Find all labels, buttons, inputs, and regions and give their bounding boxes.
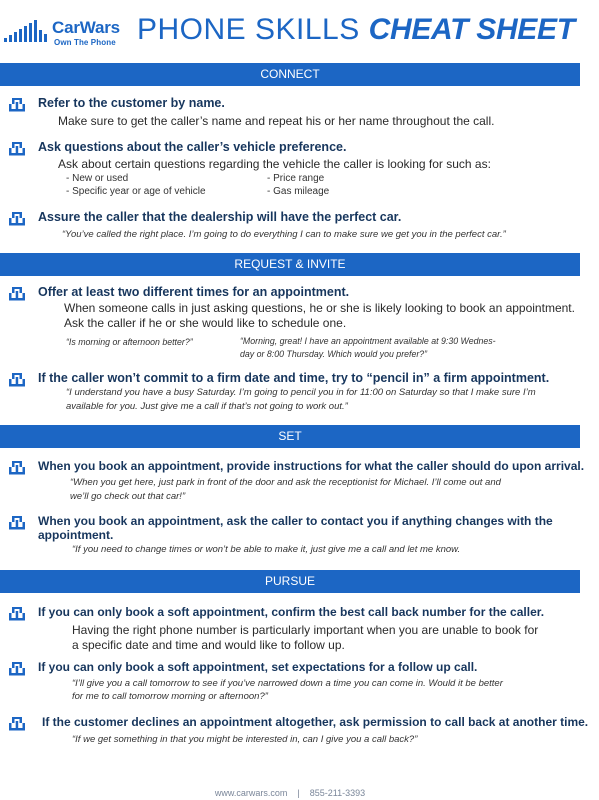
section-band-connect: CONNECT bbox=[0, 63, 580, 86]
tip-quote: “If you need to change times or won’t be able to make it, just give me a call and let me know. bbox=[72, 544, 461, 555]
list-item: - Price range bbox=[267, 173, 325, 184]
tip-quote: “Is morning or afternoon better?” bbox=[66, 337, 193, 347]
brand-name: CarWars bbox=[52, 18, 120, 37]
tip-quote: “When you get here, just park in front of the door and ask the receptionist for Michael. I’ll come out and bbox=[70, 477, 501, 488]
tip-body: Make sure to get the caller’s name and repeat his or her name throughout the call. bbox=[58, 114, 495, 128]
tip-body: Ask the caller if he or she would like to schedule one. bbox=[64, 316, 347, 330]
section-band-request-invite: REQUEST & INVITE bbox=[0, 253, 580, 276]
carwars-bullet-icon bbox=[8, 605, 26, 621]
tip-quote: we’ll go check out that car!” bbox=[70, 491, 186, 502]
footer-website[interactable]: www.carwars.com bbox=[214, 788, 288, 798]
tip-heading: Offer at least two different times for an appointment. bbox=[38, 285, 350, 299]
carwars-bullet-icon bbox=[8, 459, 26, 475]
list-item: - Specific year or age of vehicle bbox=[66, 186, 206, 197]
tip-quote: “I understand you have a busy Saturday. I’m going to pencil you in for 11:00 on Saturday so that I make sure I’m bbox=[66, 387, 536, 398]
tip-quote: “Morning, great! I have an appointment available at 9:30 Wednes- bbox=[240, 336, 496, 346]
brand-tagline: Own The Phone bbox=[54, 38, 116, 47]
list-item: - Gas mileage bbox=[267, 186, 330, 197]
tip-heading: If you can only book a soft appointment, set expectations for a follow up call. bbox=[38, 660, 478, 674]
carwars-bullet-icon bbox=[8, 660, 26, 676]
tip-quote: “I’ll give you a call tomorrow to see if you’ve narrowed down a time you can come in. Would it be better bbox=[72, 678, 503, 689]
carwars-bullet-icon bbox=[8, 140, 26, 156]
tip-heading: When you book an appointment, provide instructions for what the caller should do upon arrival. bbox=[38, 459, 585, 473]
tip-quote: day or 8:00 Thursday. Which would you prefer?” bbox=[240, 349, 428, 359]
page-footer bbox=[0, 788, 580, 798]
tip-body: Having the right phone number is particularly important when you are unable to book for bbox=[72, 623, 539, 637]
tip-body: When someone calls in just asking questions, he or she is likely looking to book an appointment. bbox=[64, 301, 575, 315]
carwars-bullet-icon bbox=[8, 371, 26, 387]
tip-heading: Ask questions about the caller’s vehicle preference. bbox=[38, 140, 347, 154]
tip-quote: “You’ve called the right place. I’m going to do everything I can to make sure we get you in the perfect car.” bbox=[62, 229, 506, 240]
page-title-light: PHONE SKILLS bbox=[137, 13, 369, 46]
carwars-bullet-icon bbox=[8, 285, 26, 301]
tip-heading: Refer to the customer by name. bbox=[38, 96, 225, 110]
signal-bars-icon bbox=[4, 20, 50, 44]
tip-quote: “If we get something in that you might be interested in, can I give you a call back?” bbox=[72, 734, 418, 745]
tip-heading: When you book an appointment, ask the caller to contact you if anything changes with the bbox=[38, 514, 553, 528]
tip-heading: If you can only book a soft appointment, confirm the best call back number for the caller. bbox=[38, 605, 545, 619]
carwars-bullet-icon bbox=[8, 514, 26, 530]
footer-separator: | bbox=[297, 788, 300, 798]
section-band-set: SET bbox=[0, 425, 580, 448]
section-band-pursue: PURSUE bbox=[0, 570, 580, 593]
carwars-bullet-icon bbox=[8, 715, 26, 731]
carwars-logo bbox=[4, 14, 124, 46]
tip-body: Ask about certain questions regarding the vehicle the caller is looking for such as: bbox=[58, 157, 491, 171]
tip-quote: available for you. Just give me a call if that’s not going to work out.” bbox=[66, 401, 348, 412]
tip-body: a specific date and time and would like to follow up. bbox=[72, 638, 345, 652]
page-title-bold: CHEAT SHEET bbox=[368, 13, 575, 46]
list-item: - New or used bbox=[66, 173, 129, 184]
tip-heading: If the customer declines an appointment altogether, ask permission to call back at another time. bbox=[42, 715, 589, 729]
carwars-bullet-icon bbox=[8, 96, 26, 112]
page-header bbox=[0, 0, 599, 60]
footer-phone[interactable]: 855-211-3393 bbox=[309, 788, 366, 798]
page-title bbox=[137, 12, 575, 48]
tip-heading: If the caller won’t commit to a firm date and time, try to “pencil in” a firm appointment. bbox=[38, 371, 550, 385]
tip-heading: Assure the caller that the dealership will have the perfect car. bbox=[38, 210, 402, 224]
carwars-bullet-icon bbox=[8, 210, 26, 226]
tip-heading: appointment. bbox=[38, 528, 114, 542]
tip-quote: for me to call tomorrow morning or afternoon?” bbox=[72, 691, 268, 702]
